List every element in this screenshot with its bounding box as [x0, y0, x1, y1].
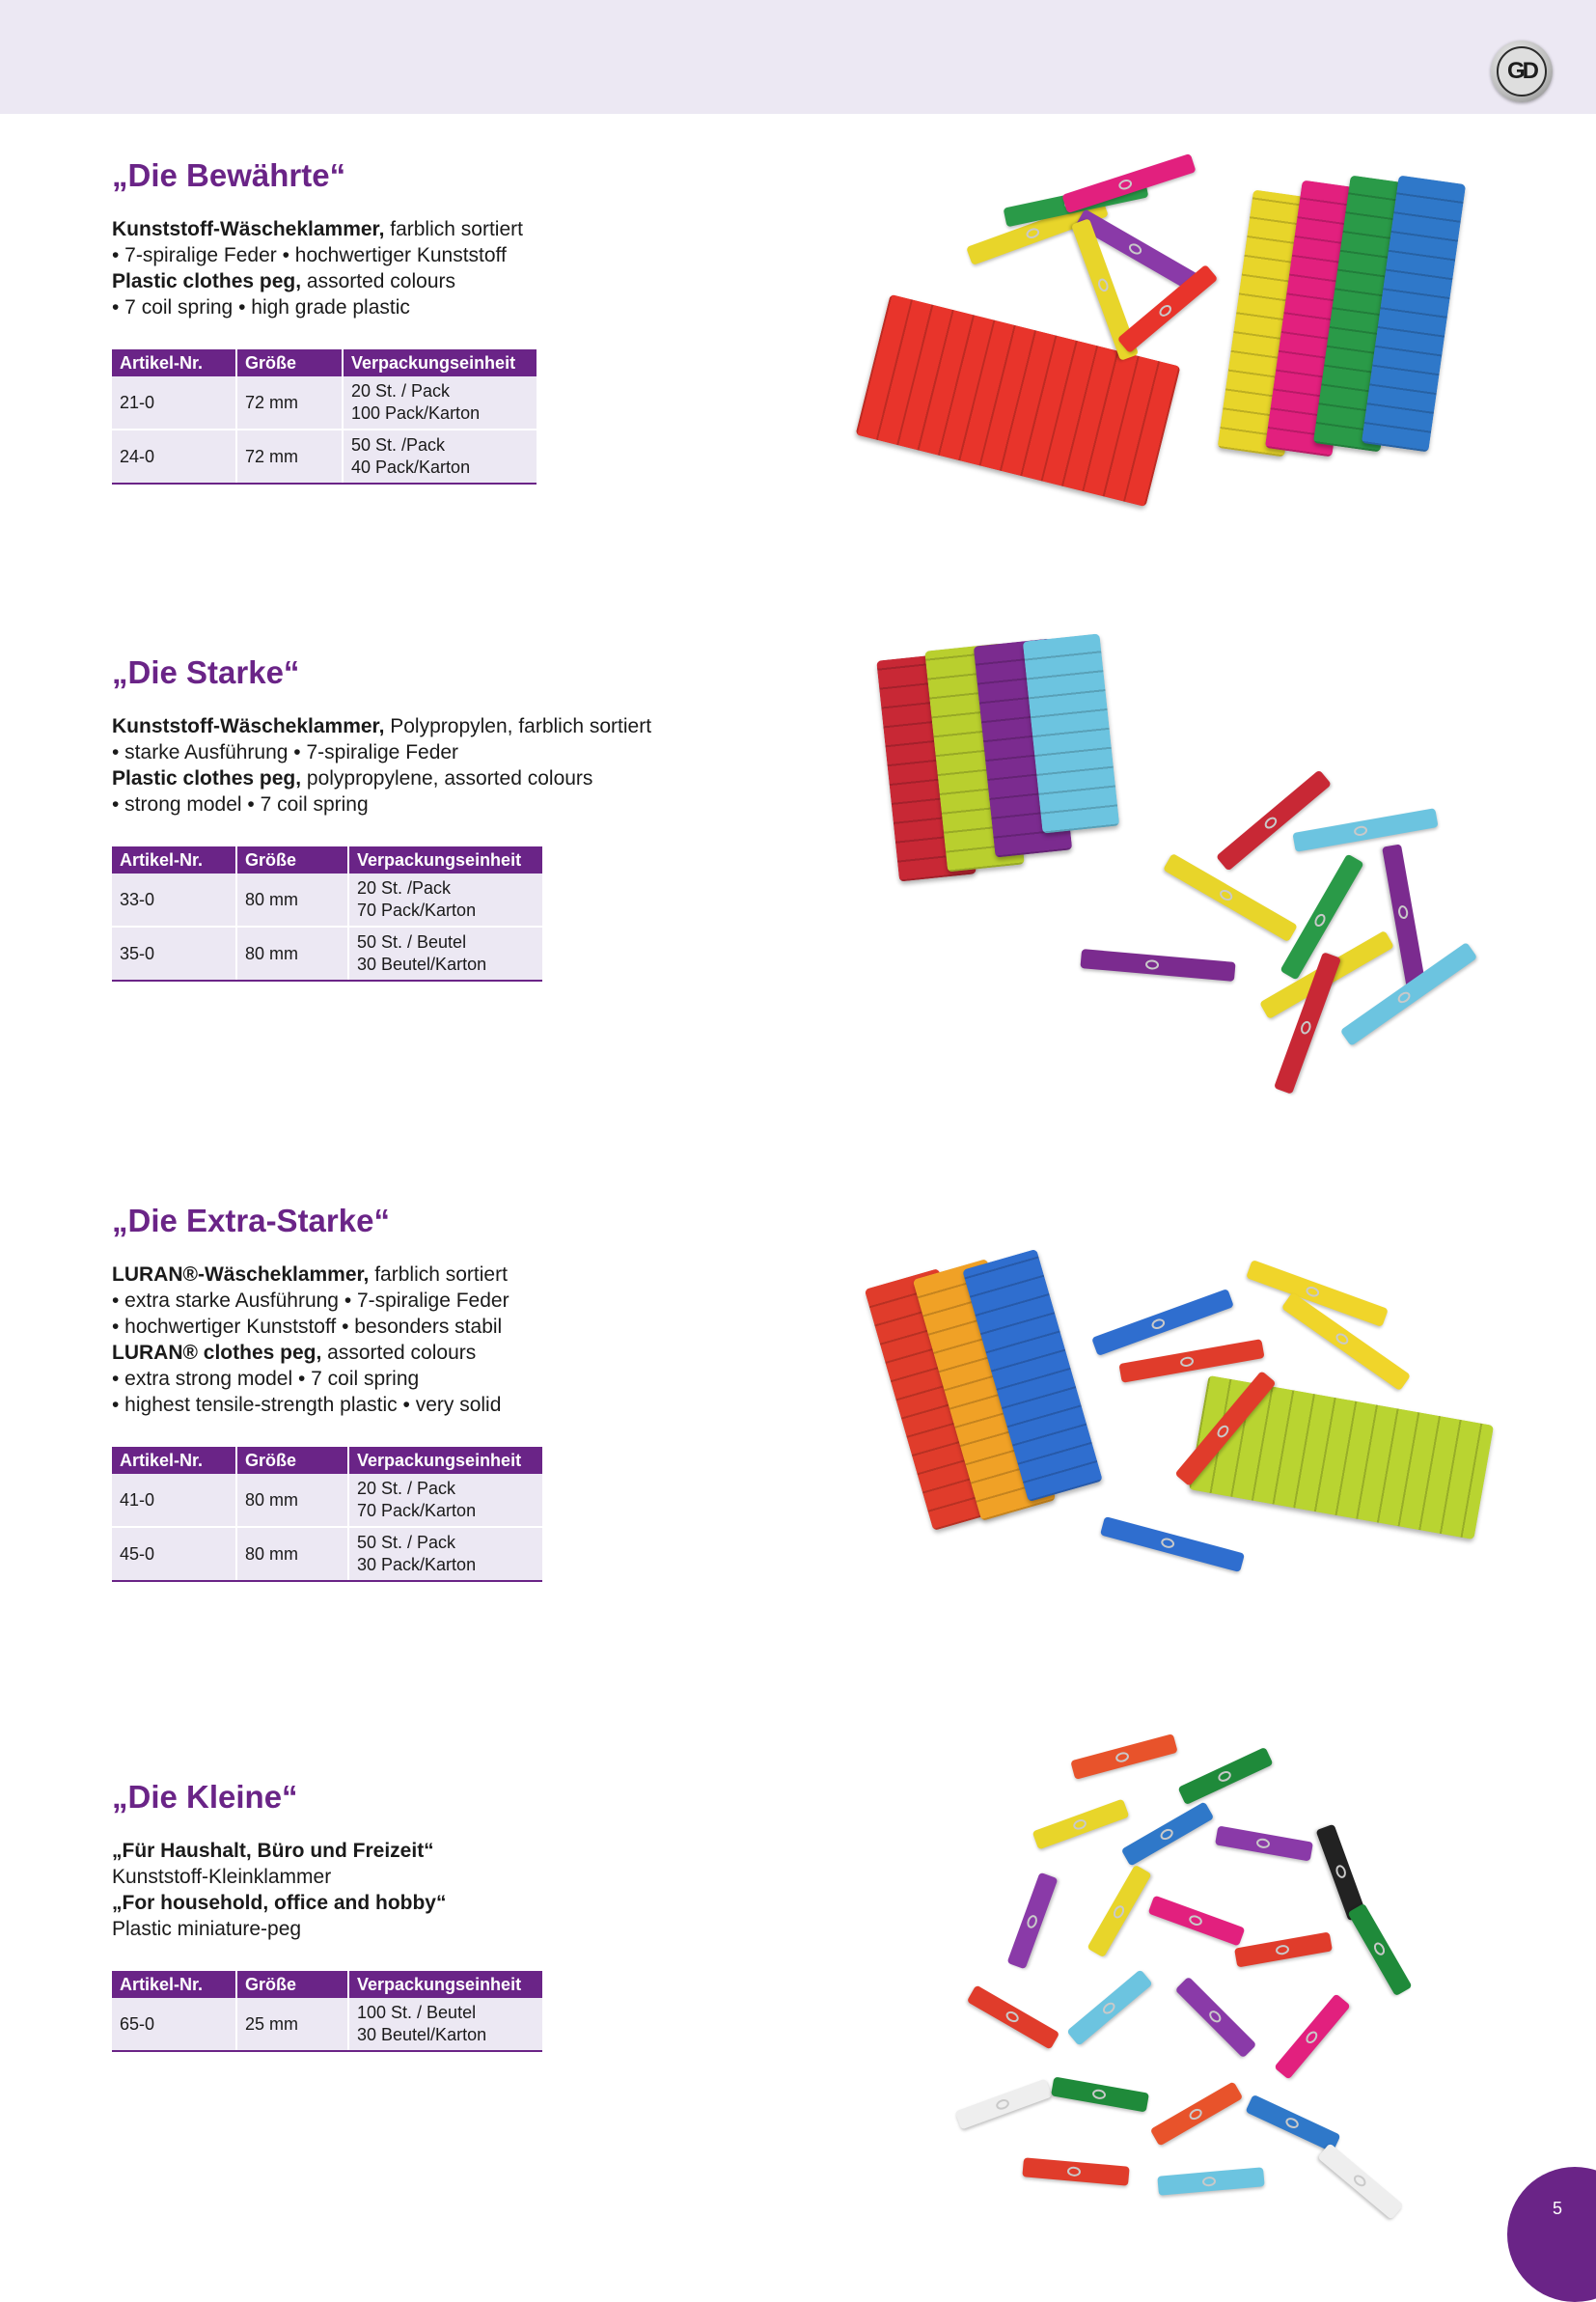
product-photo-bewaehrte — [849, 154, 1525, 560]
column-header-packing: Verpackungseinheit — [343, 349, 537, 376]
peg-lightblue — [1066, 1969, 1152, 2046]
cell-packing: 50 St. / Beutel 30 Beutel/Karton — [348, 927, 542, 981]
product-section-starke — [112, 653, 710, 982]
spec-table — [112, 846, 542, 982]
description-line: • 7-spiralige Feder • hochwertiger Kunststoff — [112, 244, 507, 266]
cell-size: 80 mm — [236, 1527, 348, 1581]
column-header-article: Artikel-Nr. — [112, 349, 236, 376]
page-number: 5 — [1553, 2199, 1563, 2218]
cell-article: 45-0 — [112, 1527, 236, 1581]
peg-red — [1022, 2157, 1129, 2186]
description-line: „Für Haushalt, Büro und Freizeit“ — [112, 1840, 434, 1862]
description-line: • extra starke Ausführung • 7-spiralige Feder — [112, 1290, 509, 1312]
product-title: „Die Kleine“ — [112, 1779, 298, 1815]
cell-size: 80 mm — [236, 927, 348, 981]
column-header-packing: Verpackungseinheit — [348, 1971, 542, 1998]
peg-orange — [1070, 1733, 1177, 1780]
description-line: Plastic miniature-peg — [112, 1918, 302, 1940]
cell-packing: 100 St. / Beutel 30 Beutel/Karton — [348, 1998, 542, 2051]
peg-purple — [1007, 1872, 1059, 1970]
table-row — [112, 430, 537, 484]
peg-white — [955, 2079, 1053, 2130]
peg-stack-lime — [1189, 1375, 1494, 1539]
cell-packing: 20 St. / Pack 100 Pack/Karton — [343, 376, 537, 430]
peg-pink — [1274, 1993, 1351, 2079]
description-line: Plastic clothes peg, assorted colours — [112, 270, 455, 292]
description-line: • strong model • 7 coil spring — [112, 793, 369, 816]
table-header-row — [112, 846, 542, 874]
cell-size: 80 mm — [236, 1474, 348, 1527]
peg-purple — [1175, 1977, 1257, 2059]
cell-packing: 50 St. /Pack 40 Pack/Karton — [343, 430, 537, 484]
peg-purple — [1382, 844, 1426, 989]
product-photo-starke — [868, 618, 1544, 1081]
cell-article: 33-0 — [112, 874, 236, 927]
column-header-packing: Verpackungseinheit — [348, 1447, 542, 1474]
page-number-badge — [1507, 2167, 1596, 2302]
table-row — [112, 1998, 542, 2051]
column-header-article: Artikel-Nr. — [112, 1447, 236, 1474]
column-header-size: Größe — [236, 1447, 348, 1474]
product-section-kleine — [112, 1778, 710, 2052]
peg-orange — [1150, 2081, 1244, 2146]
peg-green — [1051, 2076, 1149, 2112]
peg-yellow — [1087, 1865, 1151, 1958]
description-line: „For household, office and hobby“ — [112, 1892, 447, 1914]
spec-table — [112, 1971, 542, 2052]
cell-article: 35-0 — [112, 927, 236, 981]
column-header-size: Größe — [236, 1971, 348, 1998]
product-description — [112, 1262, 710, 1418]
description-line: • highest tensile-strength plastic • very solid — [112, 1394, 502, 1416]
cell-size: 72 mm — [236, 376, 343, 430]
peg-red — [1216, 769, 1332, 871]
column-header-article: Artikel-Nr. — [112, 846, 236, 874]
product-title: „Die Bewährte“ — [112, 157, 346, 193]
peg-white — [1317, 2143, 1403, 2220]
description-line: • 7 coil spring • high grade plastic — [112, 296, 410, 319]
cell-article: 41-0 — [112, 1474, 236, 1527]
product-title: „Die Starke“ — [112, 654, 300, 690]
peg-blue — [1100, 1516, 1245, 1572]
peg-blue — [1245, 2094, 1340, 2152]
cell-article: 24-0 — [112, 430, 236, 484]
table-header-row — [112, 1971, 542, 1998]
table-header-row — [112, 1447, 542, 1474]
cell-packing: 50 St. / Pack 30 Pack/Karton — [348, 1527, 542, 1581]
description-line: • hochwertiger Kunststoff • besonders stabil — [112, 1316, 503, 1338]
product-photo-extra-starke — [868, 1226, 1544, 1612]
peg-blue — [1121, 1801, 1215, 1866]
cell-size: 25 mm — [236, 1998, 348, 2051]
product-photo-kleine — [926, 1718, 1486, 2220]
peg-yellow — [1032, 1799, 1130, 1850]
description-line: • starke Ausführung • 7-spiralige Feder — [112, 741, 459, 763]
description-line: Plastic clothes peg, polypropylene, assorted colours — [112, 767, 593, 790]
description-line: LURAN®-Wäscheklammer, farblich sortiert — [112, 1263, 508, 1286]
peg-pink — [1148, 1896, 1246, 1947]
logo-mark: GD — [1497, 46, 1547, 97]
cell-size: 72 mm — [236, 430, 343, 484]
product-section-bewaehrte — [112, 156, 710, 485]
table-row — [112, 927, 542, 981]
cell-article: 21-0 — [112, 376, 236, 430]
peg-pink — [1061, 153, 1196, 213]
cell-size: 80 mm — [236, 874, 348, 927]
column-header-packing: Verpackungseinheit — [348, 846, 542, 874]
peg-blue — [1091, 1289, 1234, 1356]
description-line: Kunststoff-Kleinklammer — [112, 1866, 332, 1888]
description-line: Kunststoff-Wäscheklammer, Polypropylen, farblich sortiert — [112, 715, 652, 737]
product-description — [112, 713, 710, 818]
table-header-row — [112, 349, 537, 376]
peg-red — [1234, 1931, 1333, 1967]
peg-purple — [1080, 949, 1235, 982]
cell-packing: 20 St. /Pack 70 Pack/Karton — [348, 874, 542, 927]
header-band — [0, 0, 1596, 114]
product-description — [112, 1838, 710, 1942]
table-row — [112, 1474, 542, 1527]
table-row — [112, 376, 537, 430]
peg-green — [1347, 1903, 1412, 1997]
description-line: • extra strong model • 7 coil spring — [112, 1368, 420, 1390]
spec-table — [112, 1447, 542, 1582]
table-row — [112, 1527, 542, 1581]
product-description — [112, 216, 710, 320]
table-row — [112, 874, 542, 927]
description-line: Kunststoff-Wäscheklammer, farblich sortiert — [112, 218, 523, 240]
cell-packing: 20 St. / Pack 70 Pack/Karton — [348, 1474, 542, 1527]
peg-lightblue — [1157, 2167, 1264, 2196]
product-title: „Die Extra-Starke“ — [112, 1203, 390, 1238]
spec-table — [112, 349, 537, 485]
column-header-size: Größe — [236, 846, 348, 874]
product-section-extra-starke — [112, 1202, 710, 1582]
description-line: LURAN® clothes peg, assorted colours — [112, 1342, 477, 1364]
peg-green — [1177, 1747, 1273, 1805]
peg-purple — [1215, 1825, 1313, 1861]
cell-article: 65-0 — [112, 1998, 236, 2051]
peg-red — [967, 1984, 1060, 2049]
peg-lightblue — [1292, 808, 1438, 852]
peg-red — [1118, 1339, 1264, 1383]
column-header-size: Größe — [236, 349, 343, 376]
brand-logo — [1491, 41, 1553, 102]
column-header-article: Artikel-Nr. — [112, 1971, 236, 1998]
